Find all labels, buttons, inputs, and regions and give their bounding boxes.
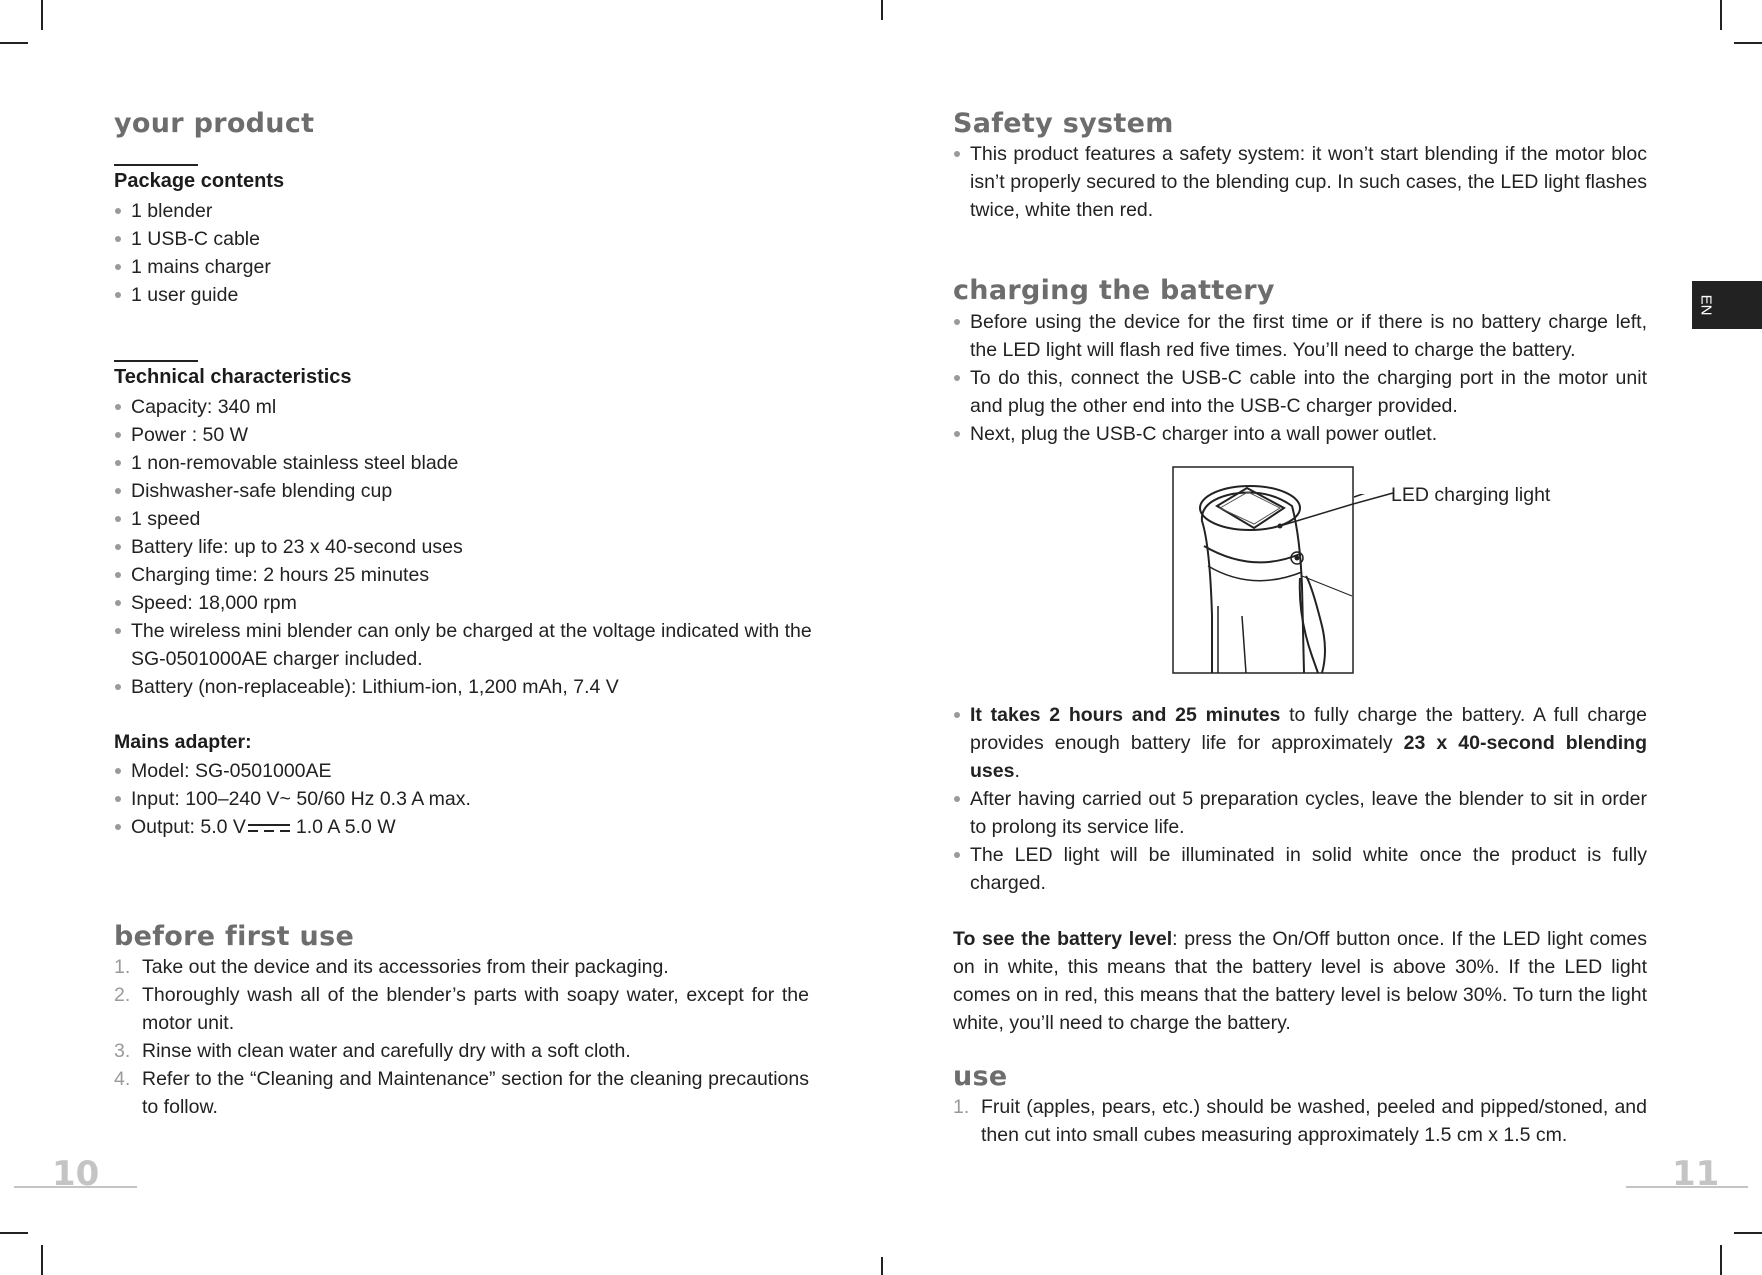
list-item (114, 813, 814, 841)
output-label: Output: 5.0 V (131, 816, 246, 838)
list-item: Dishwasher-safe blending cup (114, 477, 814, 505)
language-tab-label: EN (1697, 294, 1715, 316)
charging-info-list (953, 701, 1647, 897)
step-number: 3. (114, 1040, 131, 1062)
page-number-right: 11 (1672, 1154, 1720, 1194)
crop-mark (41, 1245, 43, 1275)
step-text: Take out the device and its accessories from their packaging. (142, 956, 669, 978)
battery-level-bold: To see the battery level (953, 928, 1173, 950)
list-item: 1 mains charger (114, 253, 814, 281)
charge-text-end: . (1014, 760, 1020, 782)
safety-system-heading: Safety system (953, 108, 1174, 139)
mains-adapter-list (114, 757, 814, 841)
technical-characteristics-list (114, 393, 814, 701)
list-item: After having carried out 5 preparation cycles, leave the blender to sit in order to prolong its service life. (953, 785, 1647, 841)
step-item (114, 1065, 809, 1121)
list-item: 1 blender (114, 197, 814, 225)
crop-mark (1720, 1245, 1722, 1275)
crop-mark (1720, 0, 1722, 30)
crop-mark (1734, 1232, 1762, 1234)
charge-time-bold: It takes 2 hours and 25 minutes (970, 704, 1281, 726)
list-item: Charging time: 2 hours 25 minutes (114, 561, 814, 589)
charging-steps-list (953, 308, 1647, 448)
package-contents-list (114, 197, 814, 309)
list-item: Battery (non-replaceable): Lithium-ion, 1,200 mAh, 7.4 V (114, 673, 814, 701)
step-item (953, 1093, 1647, 1149)
list-item: Capacity: 340 ml (114, 393, 814, 421)
list-item: Model: SG-0501000AE (114, 757, 814, 785)
uses-bold: 23 x 40-second blending uses (970, 732, 1647, 782)
list-item: This product features a safety system: it won’t start blending if the motor bloc isn’t properly secured to the blending cup. In such cases, the LED light flashes twice, white then red. (953, 140, 1647, 224)
list-item: 1 USB-C cable (114, 225, 814, 253)
your-product-heading: your product (114, 108, 315, 139)
before-first-use-steps (114, 953, 809, 1121)
list-item: Battery life: up to 23 x 40-second uses (114, 533, 814, 561)
list-item (953, 701, 1647, 785)
charge-text: to fully charge the battery. A full charge provides enough battery life for approximately (970, 704, 1647, 754)
list-item: 1 user guide (114, 281, 814, 309)
led-charging-light-label: LED charging light (1391, 484, 1551, 506)
list-item: The wireless mini blender can only be charged at the voltage indicated with the SG-0501000AE charger included. (114, 617, 814, 673)
charging-the-battery-heading: charging the battery (953, 275, 1275, 306)
step-text: Thoroughly wash all of the blender’s parts with soapy water, except for the motor unit. (142, 984, 809, 1034)
crop-mark (1734, 42, 1762, 44)
package-contents-heading: Package contents (114, 170, 285, 192)
step-number: 2. (114, 984, 131, 1006)
list-item: To do this, connect the USB-C cable into the charging port in the motor unit and plug the other end into the USB-C charger provided. (953, 364, 1647, 420)
list-item: Input: 100–240 V~ 50/60 Hz 0.3 A max. (114, 785, 814, 813)
step-number: 4. (114, 1068, 131, 1090)
page-number-left: 10 (52, 1154, 100, 1194)
mains-adapter-heading: Mains adapter: (114, 731, 252, 753)
list-item: Speed: 18,000 rpm (114, 589, 814, 617)
section-rule (114, 360, 198, 362)
battery-level-text: : press the On/Off button once. If the LED light comes on in white, this means that the battery level is above 30%. If the LED light comes on in red, this means that the battery level is below 30%. To turn the light white, you’ll need to charge the battery. (953, 928, 1647, 1034)
step-item (114, 953, 809, 981)
list-item: Next, plug the USB-C charger into a wall power outlet. (953, 420, 1647, 448)
crop-mark (0, 1232, 28, 1234)
step-text: Fruit (apples, pears, etc.) should be washed, peeled and pipped/stoned, and then cut into small cubes measuring approximately 1.5 cm x 1.5 cm. (981, 1096, 1647, 1146)
safety-system-list (953, 140, 1647, 224)
step-item (114, 1037, 809, 1065)
step-text: Rinse with clean water and carefully dry with a soft cloth. (142, 1040, 631, 1062)
technical-characteristics-heading: Technical characteristics (114, 366, 352, 388)
crop-mark (0, 42, 28, 44)
output-value: 1.0 A 5.0 W (295, 816, 396, 838)
step-text: Refer to the “Cleaning and Maintenance” section for the cleaning precautions to follow. (142, 1068, 809, 1118)
list-item: 1 speed (114, 505, 814, 533)
list-item: The LED light will be illuminated in solid white once the product is fully charged. (953, 841, 1647, 897)
step-number: 1. (114, 956, 131, 978)
step-number: 1. (953, 1096, 970, 1118)
section-rule (114, 164, 198, 166)
list-item: 1 non-removable stainless steel blade (114, 449, 814, 477)
crop-mark (881, 1257, 883, 1275)
crop-mark (881, 0, 883, 20)
before-first-use-heading: before first use (114, 921, 355, 952)
language-tab (1692, 281, 1762, 329)
list-item: Before using the device for the first time or if there is no battery charge left, the LED light will flash red five times. You’ll need to charge the battery. (953, 308, 1647, 364)
step-item (114, 981, 809, 1037)
use-heading: use (953, 1061, 1008, 1092)
dc-symbol-icon (248, 822, 290, 834)
crop-mark (41, 0, 43, 30)
label-leader-line (1353, 490, 1395, 506)
battery-level-paragraph (953, 925, 1647, 1037)
list-item: Power : 50 W (114, 421, 814, 449)
use-steps (953, 1093, 1647, 1149)
